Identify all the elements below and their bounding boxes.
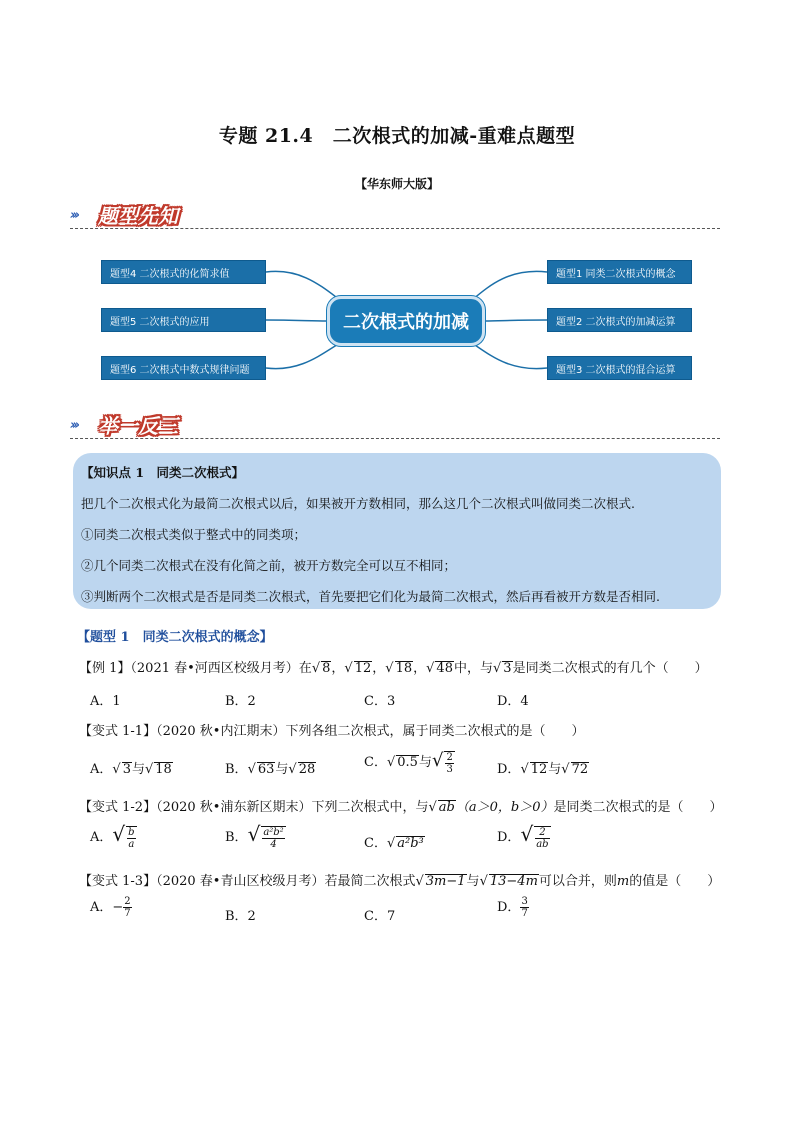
question-tag: 【变式 1-3】 (79, 874, 157, 889)
radicand: 28 (298, 762, 316, 777)
mindmap-node-type1: 题型1 同类二次根式的概念 (547, 260, 692, 284)
question-text: 下列各组二次根式，属于同类二次根式的是（ ） (285, 724, 585, 739)
fraction (444, 751, 454, 775)
option-a: A．1 (90, 694, 121, 709)
connector-right-2 (485, 320, 547, 321)
sqrt-icon: √ (288, 762, 297, 777)
radicand: 72 (571, 762, 589, 777)
connector-left-3 (266, 343, 340, 369)
option-c (364, 750, 455, 775)
variant-1-1-question (79, 720, 584, 739)
connector-word: 与 (131, 762, 145, 777)
knowledge-box (73, 453, 721, 609)
denominator: 3 (446, 763, 453, 775)
question-tag: 【变式 1-2】 (79, 800, 157, 815)
fraction (534, 826, 550, 850)
mindmap-node-type2: 题型2 二次根式的加减运算 (547, 308, 692, 332)
option-d (497, 758, 589, 777)
connector-word: 与 (466, 874, 480, 889)
question-source: （2020 秋•浦东新区期末） (156, 800, 312, 815)
section-practice-label: 举一反三 (98, 414, 178, 438)
option-d: D．4 (497, 694, 529, 709)
sqrt-icon: √ (344, 661, 353, 676)
mindmap-node-type4: 题型4 二次根式的化简求值 (101, 260, 266, 284)
condition: （a＞0，b＞0） (455, 800, 554, 815)
knowledge-point-1: ①同类二次根式类似于整式中的同类项； (81, 527, 307, 542)
sqrt-icon: √ (492, 661, 502, 676)
sqrt-icon: √ (385, 661, 394, 676)
mindmap-node-type5: 题型5 二次根式的应用 (101, 308, 266, 332)
connector-word: 与 (548, 762, 562, 777)
option-b (225, 822, 286, 850)
connector-word: 与 (275, 762, 289, 777)
numerator: 3 (521, 896, 528, 907)
option-d (497, 896, 529, 919)
sqrt-icon: √ (386, 836, 396, 851)
sqrt-icon: √ (426, 661, 435, 676)
fraction (126, 826, 136, 850)
sqrt-icon: √ (428, 800, 437, 815)
option-b (225, 758, 316, 777)
fraction (123, 896, 131, 919)
radicand: 12 (530, 762, 548, 777)
radicand: 0.5 (397, 755, 418, 770)
numerator: 2 (124, 896, 131, 907)
question-text: 若最简二次根式 (324, 874, 416, 889)
radicand: 8 (322, 661, 331, 676)
option-label: B． (225, 762, 248, 777)
option-a (90, 758, 173, 777)
fraction (520, 896, 528, 919)
option-label: D． (497, 830, 521, 845)
connector-left-1 (266, 271, 340, 300)
option-a (90, 822, 137, 850)
radicand: 13−4m (489, 874, 538, 889)
page-title: 专题 21.4 二次根式的加减-重难点题型 (218, 125, 576, 147)
denominator: 4 (270, 838, 277, 850)
radicand: 12 (354, 661, 372, 676)
edition-label: 【华东师大版】 (354, 177, 439, 191)
option-b: B．2 (225, 694, 256, 709)
option-label: C． (364, 755, 387, 770)
radicand: ab (438, 800, 455, 815)
numerator: a²b² (263, 826, 284, 838)
section-overview-label: 题型先知 (98, 204, 178, 228)
option-label: C． (364, 836, 387, 851)
question-text: 下列二次根式中，与 (311, 800, 429, 815)
mindmap-node-type6: 题型6 二次根式中数式规律问题 (101, 356, 266, 380)
question-source: （2021 春•河西区校级月考） (130, 661, 299, 676)
option-c: C．3 (364, 694, 396, 709)
connector-right-3 (472, 343, 547, 369)
sqrt-icon: √ (112, 762, 121, 777)
radicand: 3m−1 (425, 874, 466, 889)
radicand: 3 (122, 762, 131, 777)
option-label: A．− (90, 900, 124, 915)
question-source: （2020 秋•内江期末） (156, 724, 286, 739)
question-text: 在 (298, 661, 312, 676)
type1-heading: 【题型 1 同类二次根式的概念】 (77, 630, 273, 645)
knowledge-point-3: ③判断两个二次根式是否是同类二次根式，首先要把它们化为最简二次根式，然后再看被开方数是否相同. (81, 589, 660, 604)
fraction (261, 826, 285, 850)
option-c: C．7 (364, 909, 396, 924)
sqrt-icon: √ (144, 762, 154, 777)
question-text: 可以合并，则 (538, 874, 617, 889)
option-label: B． (225, 830, 248, 845)
sqrt-icon: √ (247, 762, 256, 777)
variant-1-3-question (79, 870, 720, 889)
question-tag: 【变式 1-1】 (79, 724, 157, 739)
knowledge-definition: 把几个二次根式化为最简二次根式以后，如果被开方数相同，那么这几个二次根式叫做同类二次根式. (81, 496, 635, 511)
question-text: 的值是（ ） (629, 874, 721, 889)
connector-left-2 (266, 320, 327, 321)
denominator: a (128, 838, 135, 850)
question-tag: 【例 1】 (79, 661, 131, 676)
sqrt-icon: √ (311, 661, 321, 676)
section-practice-header (70, 410, 290, 438)
radicand: 18 (395, 661, 413, 676)
radicand: 63 (257, 762, 275, 777)
mindmap-center-node: 二次根式的加减 (327, 296, 485, 346)
question-text: 是同类二次根式的有几个（ ） (512, 661, 708, 676)
question-text: 是同类二次根式的是（ ） (553, 800, 723, 815)
sqrt-icon: √ (431, 750, 444, 771)
question-source: （2020 春•青山区校级月考） (156, 874, 325, 889)
option-label: A． (90, 830, 113, 845)
denominator: ab (536, 838, 549, 850)
option-label: A． (90, 762, 113, 777)
section-divider (70, 438, 720, 439)
denominator: 7 (521, 908, 528, 919)
mindmap-node-type3: 题型3 二次根式的混合运算 (547, 356, 692, 380)
knowledge-point-2: ②几个同类二次根式在没有化简之前，被开方数完全可以互不相同； (81, 558, 457, 573)
option-a (90, 896, 132, 919)
variant-1-2-question (79, 796, 723, 815)
sqrt-icon: √ (112, 822, 126, 846)
sqrt-icon: √ (520, 762, 529, 777)
question-text: 中，与 (453, 661, 493, 676)
connector-word: 与 (418, 755, 432, 770)
radicand: a²b³ (397, 836, 424, 851)
option-c (364, 832, 425, 851)
option-label: D． (497, 900, 521, 915)
sqrt-icon: √ (415, 874, 424, 889)
sqrt-icon: √ (520, 822, 534, 846)
option-d (497, 822, 551, 850)
option-label: D． (497, 762, 521, 777)
variable: m (616, 874, 630, 889)
sqrt-icon: √ (561, 762, 570, 777)
section-arrows-icon: ››› (70, 208, 78, 223)
section-arrows-icon: ››› (70, 418, 78, 433)
denominator: 7 (124, 908, 131, 919)
radicand: 3 (503, 661, 512, 676)
example-1-question: 【例 1】（2021 春•河西区校级月考）在√ 8，√ 12，√ 18，√ 48中，与√ 3是同类二次根式的有几个（ ） (79, 661, 708, 676)
knowledge-heading: 【知识点 1 同类二次根式】 (81, 465, 245, 480)
connector-right-1 (472, 271, 547, 300)
option-b: B．2 (225, 909, 256, 924)
numerator: 2 (535, 827, 549, 839)
numerator: b (128, 826, 135, 838)
radicand: 18 (155, 762, 172, 777)
sqrt-icon: √ (247, 822, 261, 846)
sqrt-icon: √ (386, 755, 396, 770)
numerator: 2 (446, 751, 453, 763)
sqrt-icon: √ (479, 874, 488, 889)
radicand: 48 (436, 661, 453, 676)
